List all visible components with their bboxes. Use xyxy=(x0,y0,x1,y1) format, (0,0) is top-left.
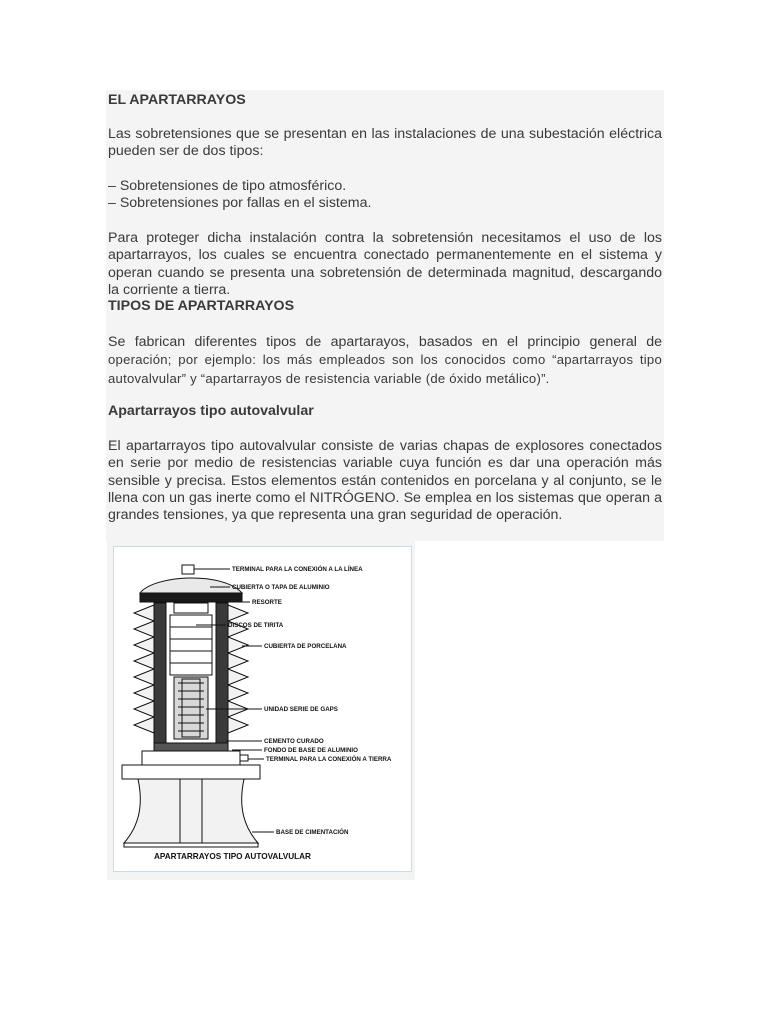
text-section xyxy=(106,90,664,541)
label-cemento-curado: CEMENTO CURADO xyxy=(264,738,324,745)
label-terminal-linea: TERMINAL PARA LA CONEXIÓN A LA LÍNEA xyxy=(232,566,363,573)
label-cubierta-aluminio: CUBIERTA O TAPA DE ALUMINIO xyxy=(232,584,330,591)
heading-el-apartarrayos: EL APARTARRAYOS xyxy=(108,92,246,108)
label-cubierta-porcelana: CUBIERTA DE PORCELANA xyxy=(264,643,347,650)
figure-caption: APARTARRAYOS TIPO AUTOVALVULAR xyxy=(154,852,311,861)
arrester-diagram xyxy=(114,547,411,871)
label-unidad-gaps: UNIDAD SERIE DE GAPS xyxy=(264,706,338,713)
figure-frame xyxy=(113,546,412,872)
types-paragraph xyxy=(108,334,662,388)
label-discos-tirita: DISCOS DE TIRITA xyxy=(228,622,284,629)
types-paragraph-rest: operación; por ejemplo: los más empleados son los conocidos como “apartarrayos tipo autovalvular” y “apartarrayos de resistencia variable (de óxido metálico)”. xyxy=(108,352,662,386)
heading-tipos-de-apartarrayos: TIPOS DE APARTARRAYOS xyxy=(108,298,295,314)
label-base-cimentacion: BASE DE CIMENTACIÓN xyxy=(276,829,349,836)
types-paragraph-start: Se fabrican diferentes tipos de apartarayos, basados en el principio general de xyxy=(108,334,662,350)
arrester-drawing xyxy=(122,565,274,847)
autovalvular-paragraph: El apartarrayos tipo autovalvular consiste de varias chapas de explosores conectados en serie por medio de resistencias variable cuya función es dar una operación más sensible y precisa. Estos elementos están contenidos en porcelana y al conjunto, se le llena con un gas inerte como el NITRÓGENO. Se emplea en los sistemas que operan a grandes tensiones, ya que representa una gran seguridad de operación. xyxy=(108,438,662,524)
heading-apartarrayos-tipo-autovalvular: Apartarrayos tipo autovalvular xyxy=(108,403,314,419)
surge-arrester-figure xyxy=(107,540,415,880)
protection-paragraph: Para proteger dicha instalación contra la sobretensión necesitamos el uso de los apartarrayos, los cuales se encuentra conectado permanentemente en el sistema y operan cuando se presenta una sobretensión de determinada magnitud, descargando la corriente a tierra. xyxy=(108,230,662,298)
list-item: – Sobretensiones por fallas en el sistema. xyxy=(108,195,372,211)
label-fondo-base: FONDO DE BASE DE ALUMINIO xyxy=(264,747,358,754)
list-item: – Sobretensiones de tipo atmosférico. xyxy=(108,178,347,194)
intro-paragraph: Las sobretensiones que se presentan en las instalaciones de una subestación eléctrica pueden ser de dos tipos: xyxy=(108,126,662,160)
label-terminal-tierra: TERMINAL PARA LA CONEXIÓN A TIERRA xyxy=(266,756,392,763)
label-resorte: RESORTE xyxy=(252,599,282,606)
